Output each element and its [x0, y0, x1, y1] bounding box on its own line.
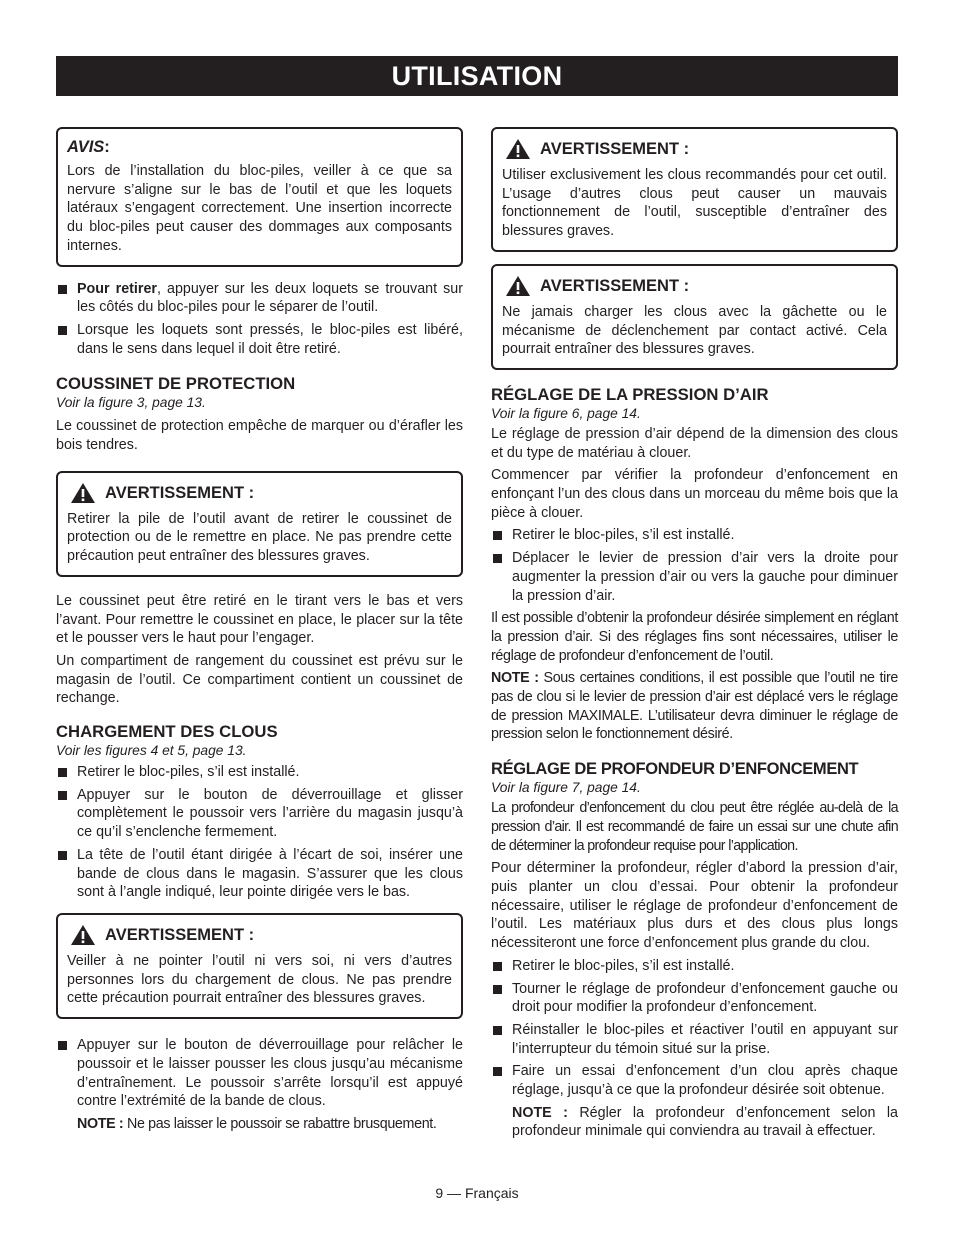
paragraph: Le coussinet de protection empêche de marquer ou d’érafler les bois tendres.	[56, 418, 463, 454]
warning-text: Utiliser exclusivement les clous recommandés pour cet outil. L’usage d’autres clous peut causer un mauvais fonctionnement de l’outil, susceptible d’entraîner des blessures graves.	[502, 167, 887, 240]
warning-title: AVERTISSEMENT :	[105, 483, 255, 502]
note-label: NOTE :	[77, 1115, 124, 1132]
note-paragraph	[491, 669, 898, 744]
avis-colon: :	[104, 138, 110, 156]
depth-bullet-list	[491, 957, 898, 1100]
pressure-bullet-list	[491, 526, 898, 605]
note-label: NOTE :	[512, 1104, 568, 1121]
warning-box-nails	[491, 127, 898, 252]
list-item	[56, 280, 463, 317]
list-item: Réinstaller le bloc-piles et réactiver l’outil en appuyant sur l’interrupteur du témoin situé sur la prise.	[491, 1021, 898, 1058]
warning-box-loading	[56, 913, 463, 1019]
warning-heading	[67, 482, 452, 504]
warning-triangle-icon	[70, 924, 96, 946]
warning-heading	[67, 924, 452, 946]
note-text: Sous certaines conditions, il est possible que l’outil ne tire pas de clou si le levier de pression d’air est déplacé vers le réglage de pression MAXIMALE. L’utilisateur devra diminuer le réglage de pression selon le fonctionnement désiré.	[491, 670, 898, 743]
bullet-bold-lead: Pour retirer	[77, 280, 157, 297]
list-item: Retirer le bloc-piles, s’il est installé.	[491, 957, 898, 976]
figure-reference: Voir la figure 7, page 14.	[491, 780, 641, 796]
paragraph: Pour déterminer la profondeur, régler d’abord la pression d’air, puis planter un clou d’essai. Pour obtenir la profondeur nécessaire, utiliser le réglage de profondeur d’enfoncement de l’outil. Les matériaux plus durs et des clous plus longs nécessiteront une force d’enfoncement plus grande du clou.	[491, 860, 898, 952]
note-label: NOTE :	[491, 670, 539, 687]
remove-bullet-list	[56, 280, 463, 359]
warning-text: Retirer la pile de l’outil avant de retirer le coussinet de protection ou de le remettre en place. Ne pas prendre cette précaution peut entraîner des blessures graves.	[67, 510, 452, 565]
note-paragraph	[491, 1104, 898, 1141]
release-bullet-list	[56, 1036, 463, 1111]
paragraph: La profondeur d’enfoncement du clou peut être réglée au-delà de la pression d’air. Il est recommandé de faire un essai sur une chute afin de déterminer la profondeur requise pour l’application.	[491, 800, 898, 854]
warning-triangle-icon	[70, 482, 96, 504]
left-column	[56, 127, 463, 1138]
warning-box-coussinet	[56, 471, 463, 577]
page-title-banner	[56, 56, 898, 96]
page-footer: 9 — Français	[435, 1185, 519, 1201]
note-text: Ne pas laisser le poussoir se rabattre brusquement.	[123, 1115, 437, 1132]
list-item: Retirer le bloc-piles, s’il est installé.	[491, 526, 898, 545]
warning-title: AVERTISSEMENT :	[105, 925, 255, 944]
avis-text: Lors de l’installation du bloc-piles, veiller à ce que sa nervure s’aligne sur le bas de l’outil et que les loquets latéraux s’engagent correctement. Une insertion incorrecte du bloc-piles peut causer des dommages aux composants internes.	[67, 163, 452, 254]
warning-title: AVERTISSEMENT :	[540, 276, 690, 295]
figure-reference: Voir la figure 3, page 13.	[56, 395, 206, 411]
paragraph: Le coussinet peut être retiré en le tirant vers le bas et vers l’avant. Pour remettre le coussinet en place, le placer sur la tête et le pousser vers le haut pour l’engager.	[56, 592, 463, 647]
bullet-text: , appuyer sur les deux loquets se trouvant sur les côtés du bloc-piles pour le séparer de l’outil.	[77, 280, 463, 316]
page-title: UTILISATION	[391, 61, 563, 91]
warning-triangle-icon	[505, 275, 531, 297]
warning-heading	[502, 138, 887, 160]
list-item: Retirer le bloc-piles, s’il est installé.	[56, 763, 463, 782]
warning-heading	[502, 275, 887, 297]
paragraph: Un compartiment de rangement du coussinet est prévu sur le magasin de l’outil. Ce compartiment contient un coussinet de rechange.	[56, 652, 463, 707]
loading-bullet-list	[56, 763, 463, 902]
warning-text: Ne jamais charger les clous avec la gâchette ou le mécanisme de déclenchement par contact activé. Cela pourrait entraîner des blessures graves.	[502, 303, 887, 358]
list-item: Appuyer sur le bouton de déverrouillage pour relâcher le poussoir et le laisser pousser les clous jusqu’au mécanisme d’entraînement. Le poussoir s’arrête lorsqu’il est appuyé contre l’extrémité de la bande de clous.	[56, 1036, 463, 1111]
note-text: Régler la profondeur d’enfoncement selon la profondeur minimale qui conviendra au travail à effectuer.	[512, 1104, 899, 1140]
warning-box-trigger	[491, 264, 898, 370]
paragraph: Commencer par vérifier la profondeur d’enfoncement en enfonçant l’un des clous dans un morceau du même bois que la pièce à clouer.	[491, 467, 898, 521]
avis-heading	[67, 137, 452, 157]
paragraph: Il est possible d’obtenir la profondeur désirée simplement en réglant la pression d’air. Si des réglages fins sont nécessaires, utiliser le réglage de profondeur d’enfoncement de l’outil.	[491, 610, 898, 664]
warning-triangle-icon	[505, 138, 531, 160]
figure-reference: Voir la figure 6, page 14.	[491, 405, 641, 421]
list-item: La tête de l’outil étant dirigée à l’écart de soi, insérer une bande de clous dans le magasin. S’assurer que les clous sont à l’angle indiqué, leur pointe dirigée vers le bas.	[56, 846, 463, 902]
paragraph: Le réglage de pression d’air dépend de la dimension des clous et du type de matériau à clouer.	[491, 425, 898, 461]
section-heading-pression: RÉGLAGE DE LA PRESSION D’AIR	[491, 384, 769, 404]
section-heading-profondeur: RÉGLAGE DE PROFONDEUR D’ENFONCEMENT	[491, 760, 859, 779]
note-paragraph	[56, 1115, 463, 1134]
figure-reference: Voir les figures 4 et 5, page 13.	[56, 743, 247, 759]
bullet-text: Lorsque les loquets sont pressés, le bloc-piles est libéré, dans le sens dans lequel il doit être retiré.	[77, 321, 463, 357]
avis-title: AVIS	[67, 138, 105, 156]
list-item: Faire un essai d’enfoncement d’un clou après chaque réglage, jusqu’à ce que la profondeur désirée soit obtenue.	[491, 1062, 898, 1099]
right-column	[491, 127, 898, 1145]
avis-notice-box	[56, 127, 463, 267]
warning-text: Veiller à ne pointer l’outil ni vers soi, ni vers d’autres personnes lors du chargement de clous. Ne pas prendre cette précaution pourrait entraîner des blessures graves.	[67, 952, 452, 1007]
warning-title: AVERTISSEMENT :	[540, 140, 690, 158]
list-item: Appuyer sur le bouton de déverrouillage et glisser complètement le poussoir vers l’arrière du magasin jusqu’à ce qu’il s’enclenche fermement.	[56, 786, 463, 842]
list-item	[56, 321, 463, 358]
section-heading-coussinet: COUSSINET DE PROTECTION	[56, 374, 296, 394]
list-item: Tourner le réglage de profondeur d’enfoncement gauche ou droit pour modifier la profondeur d’enfoncement.	[491, 980, 898, 1017]
section-heading-chargement: CHARGEMENT DES CLOUS	[56, 722, 278, 742]
list-item: Déplacer le levier de pression d’air vers la droite pour augmenter la pression d’air ou vers la gauche pour diminuer la pression d’air.	[491, 549, 898, 605]
